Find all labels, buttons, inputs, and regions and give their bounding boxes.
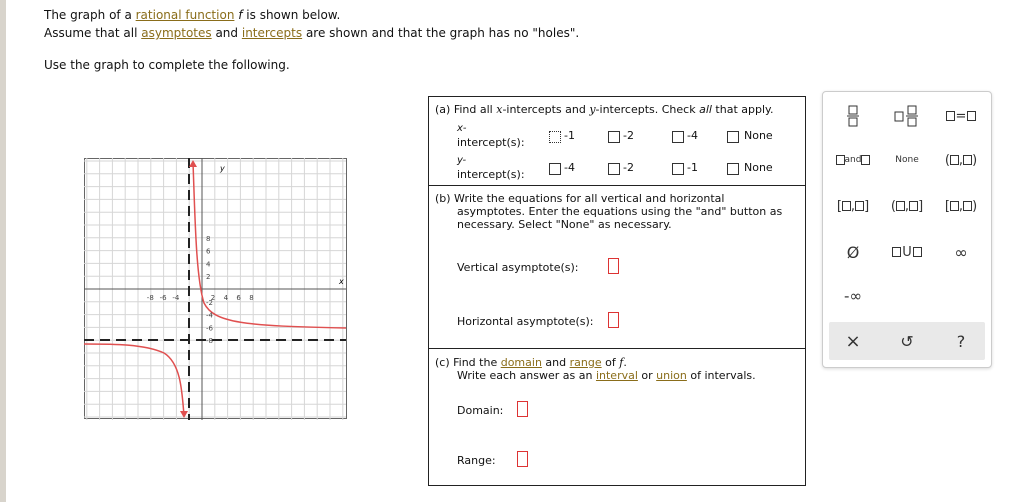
y-option-minus2-checkbox[interactable] [608, 163, 620, 175]
box-icon [946, 111, 955, 121]
box-icon [909, 201, 918, 211]
infinity-button[interactable]: ∞ [954, 242, 968, 262]
part-b-prompt-line3: necessary. Select "None" as necessary. [457, 218, 672, 231]
prompt-text: . [623, 356, 627, 369]
rational-function-link[interactable]: rational function [135, 8, 235, 22]
intercepts-link[interactable]: intercepts [241, 26, 303, 40]
y-option-minus1-checkbox[interactable] [672, 163, 684, 175]
box-icon [892, 247, 901, 257]
y-option-none-checkbox[interactable] [727, 163, 739, 175]
union-link[interactable]: union [656, 369, 687, 382]
box-icon [896, 201, 905, 211]
help-button[interactable]: ? [956, 331, 966, 351]
prompt-text: or [637, 369, 657, 382]
prompt-var-x: x [496, 103, 503, 116]
box-icon [861, 155, 870, 165]
left-open-interval-button[interactable]: ( , ] [890, 198, 924, 214]
y-tick-label: -8 [206, 337, 213, 346]
intro-text: The graph of a [44, 8, 136, 22]
x-option-minus1-checkbox[interactable] [549, 131, 561, 143]
prompt-text: of [601, 356, 620, 369]
y-tick-label: 4 [206, 260, 211, 269]
union-button[interactable] [887, 240, 927, 264]
x-option-minus4-label: -4 [687, 129, 698, 142]
fraction-button[interactable] [833, 104, 873, 128]
function-name: f [238, 8, 243, 22]
prompt-text: (c) Find the [435, 356, 501, 369]
x-tick-label: -6 [159, 294, 167, 302]
rational-function-graph [84, 158, 348, 420]
mixed-number-icon [894, 104, 920, 128]
part-b-section [429, 186, 805, 349]
left-edge-bar [0, 0, 6, 502]
and-label: and [844, 155, 862, 165]
closed-interval-button[interactable]: [ , ] [836, 198, 870, 214]
box-icon [855, 201, 864, 211]
y-option-minus2-label: -2 [623, 161, 634, 174]
prompt-text: Write each answer as an [457, 369, 596, 382]
negative-infinity-button[interactable]: -∞ [844, 287, 862, 305]
part-c-section [429, 349, 805, 485]
prompt-text: -intercepts and [502, 103, 590, 116]
x-axis-label: x [339, 277, 344, 286]
intro-text: is shown below. [242, 8, 341, 22]
box-icon [842, 201, 851, 211]
part-a-prompt [435, 103, 773, 116]
box-icon [836, 155, 845, 165]
y-tick-label: 6 [206, 247, 211, 256]
y-option-minus1-label: -1 [687, 161, 698, 174]
range-link[interactable]: range [569, 356, 602, 369]
y-option-minus4-checkbox[interactable] [549, 163, 561, 175]
interval-link[interactable]: interval [595, 369, 638, 382]
equals-button[interactable]: = [941, 104, 981, 128]
and-button[interactable] [833, 148, 873, 172]
prompt-text: -intercepts. Check [595, 103, 700, 116]
intro-text: and [211, 26, 242, 40]
x-option-none-checkbox[interactable] [727, 131, 739, 143]
box-icon [950, 201, 959, 211]
y-intercept-label-top: y- [457, 155, 467, 166]
x-tick-label: 8 [249, 294, 254, 302]
x-option-minus2-checkbox[interactable] [608, 131, 620, 143]
intro-line-1 [44, 8, 340, 22]
answer-panel [428, 96, 806, 486]
domain-label: Domain: [457, 404, 504, 417]
empty-set-button[interactable]: Ø [846, 242, 860, 262]
prompt-var-y: y [589, 103, 596, 116]
intro-line-3: Use the graph to complete the following. [44, 58, 290, 72]
y-tick-label: 2 [206, 273, 211, 282]
part-c-prompt-line2 [457, 369, 756, 382]
x-option-none-label: None [744, 129, 773, 142]
y-tick-label: -6 [206, 324, 213, 333]
part-a-section [429, 97, 805, 186]
y-axis-label: y [220, 164, 225, 173]
intro-line-2 [44, 26, 579, 40]
domain-input[interactable] [517, 401, 528, 417]
x-tick-label: 4 [223, 294, 229, 302]
part-c-prompt-line1 [435, 356, 627, 369]
domain-link[interactable]: domain [500, 356, 542, 369]
x-tick-label: 2 [210, 294, 216, 302]
part-b-prompt-line2: asymptotes. Enter the equations using the "and" button as [457, 205, 783, 218]
x-tick-label: -4 [172, 294, 180, 302]
vertical-asymptote-input[interactable] [608, 258, 619, 274]
fraction-icon [846, 104, 860, 128]
intro-text: are shown and that the graph has no "holes". [302, 26, 580, 40]
range-label: Range: [457, 454, 496, 467]
y-option-none-label: None [744, 161, 773, 174]
none-button[interactable]: None [895, 155, 919, 165]
box-icon [913, 247, 922, 257]
undo-button[interactable]: ↺ [900, 331, 914, 351]
clear-button[interactable]: × [845, 330, 861, 352]
prompt-text: that apply. [711, 103, 774, 116]
box-icon [950, 155, 959, 165]
right-open-interval-button[interactable]: [ , ) [944, 198, 978, 214]
y-tick-label: 8 [206, 234, 211, 243]
mixed-number-button[interactable] [887, 104, 927, 128]
open-interval-button[interactable]: ( , ) [944, 152, 978, 168]
asymptotes-link[interactable]: asymptotes [141, 26, 212, 40]
horizontal-asymptote-label: Horizontal asymptote(s): [457, 315, 594, 328]
y-intercept-label: intercept(s): [457, 168, 525, 181]
prompt-text: (a) Find all [435, 103, 497, 116]
box-icon [963, 155, 972, 165]
part-b-prompt-line1: (b) Write the equations for all vertical and horizontal [435, 192, 725, 205]
x-option-minus2-label: -2 [623, 129, 634, 142]
x-intercept-label: intercept(s): [457, 136, 525, 149]
x-intercept-label-top: x- [457, 123, 467, 134]
vertical-asymptote-label: Vertical asymptote(s): [457, 261, 579, 274]
y-option-minus4-label: -4 [564, 161, 575, 174]
math-input-palette [822, 91, 992, 368]
function-name: f [619, 356, 624, 369]
palette-action-bar [829, 322, 985, 360]
union-symbol: U [902, 244, 912, 260]
box-icon [967, 111, 976, 121]
intro-text: Assume that all [44, 26, 142, 40]
horizontal-asymptote-input[interactable] [608, 312, 619, 328]
x-tick-label: 6 [236, 294, 241, 302]
prompt-text: and [541, 356, 570, 369]
y-tick-label: -4 [206, 311, 213, 320]
prompt-text: of intervals. [686, 369, 756, 382]
x-option-minus1-label: -1 [564, 129, 575, 142]
prompt-emphasis: all [699, 103, 712, 116]
x-option-minus4-checkbox[interactable] [672, 131, 684, 143]
x-tick-label: -8 [146, 294, 154, 302]
box-icon [963, 201, 972, 211]
range-input[interactable] [517, 451, 528, 467]
y-tick-label: -2 [206, 298, 213, 307]
